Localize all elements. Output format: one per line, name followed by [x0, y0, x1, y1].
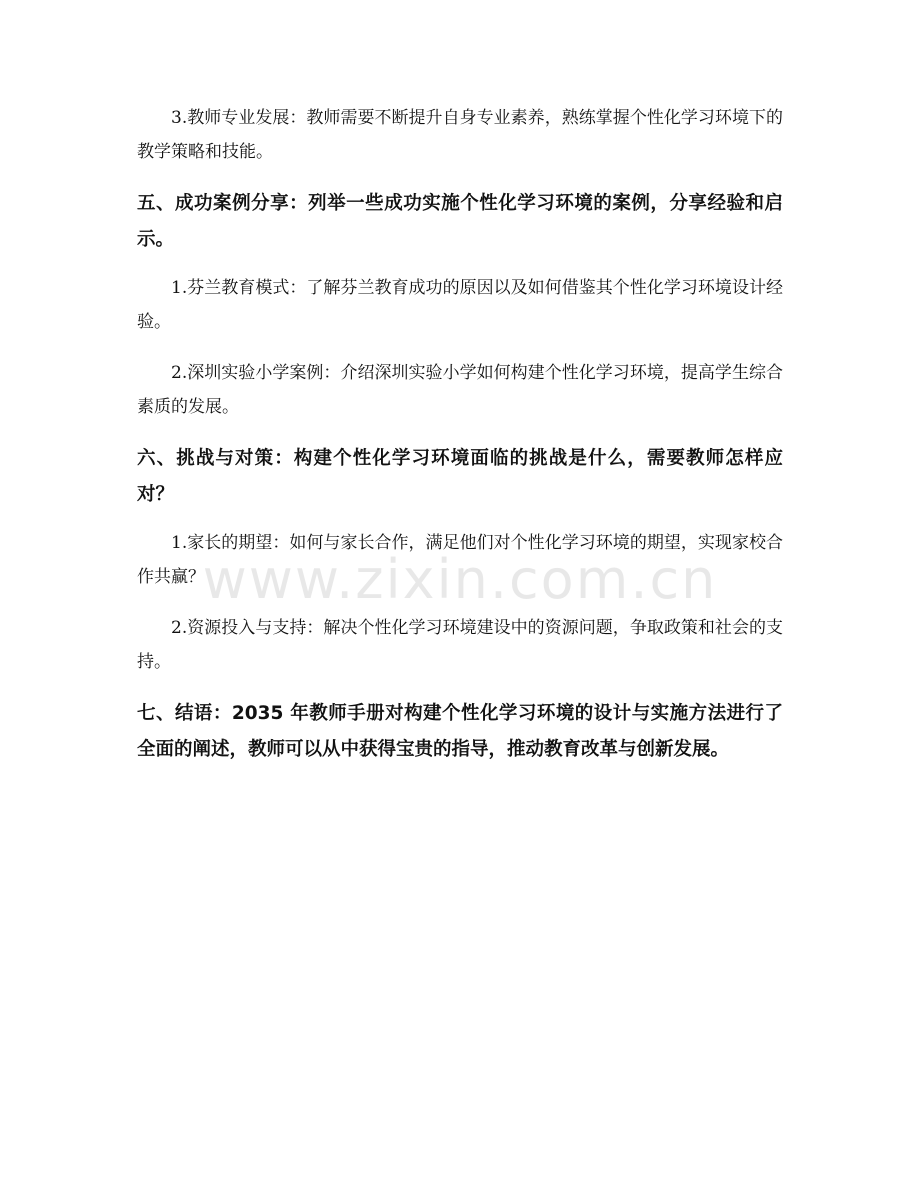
- paragraph-resource-support: 2.资源投入与支持：解决个性化学习环境建设中的资源问题，争取政策和社会的支持。: [137, 618, 783, 672]
- paragraph-finland-model: 1.芬兰教育模式：了解芬兰教育成功的原因以及如何借鉴其个性化学习环境设计经验。: [137, 278, 783, 332]
- paragraph-teacher-development: 3.教师专业发展：教师需要不断提升自身专业素养，熟练掌握个性化学习环境下的教学策略和技能。: [137, 108, 783, 162]
- document-body: [137, 101, 783, 768]
- section-heading-challenges: 六、挑战与对策：构建个性化学习环境面临的挑战是什么，需要教师怎样应对？: [137, 448, 783, 505]
- section-heading-case-studies: 五、成功案例分享：列举一些成功实施个性化学习环境的案例，分享经验和启示。: [137, 193, 783, 250]
- watermark: www.zixin.com.cn: [202, 548, 718, 611]
- paragraph-shenzhen-case: 2.深圳实验小学案例：介绍深圳实验小学如何构建个性化学习环境，提高学生综合素质的发展。: [137, 363, 783, 417]
- paragraph-parent-expectations: 1.家长的期望：如何与家长合作，满足他们对个性化学习环境的期望，实现家校合作共赢？: [137, 533, 783, 587]
- section-heading-conclusion: 七、结语：2035 年教师手册对构建个性化学习环境的设计与实施方法进行了全面的阐述，教师可以从中获得宝贵的指导，推动教育改革与创新发展。: [137, 703, 783, 760]
